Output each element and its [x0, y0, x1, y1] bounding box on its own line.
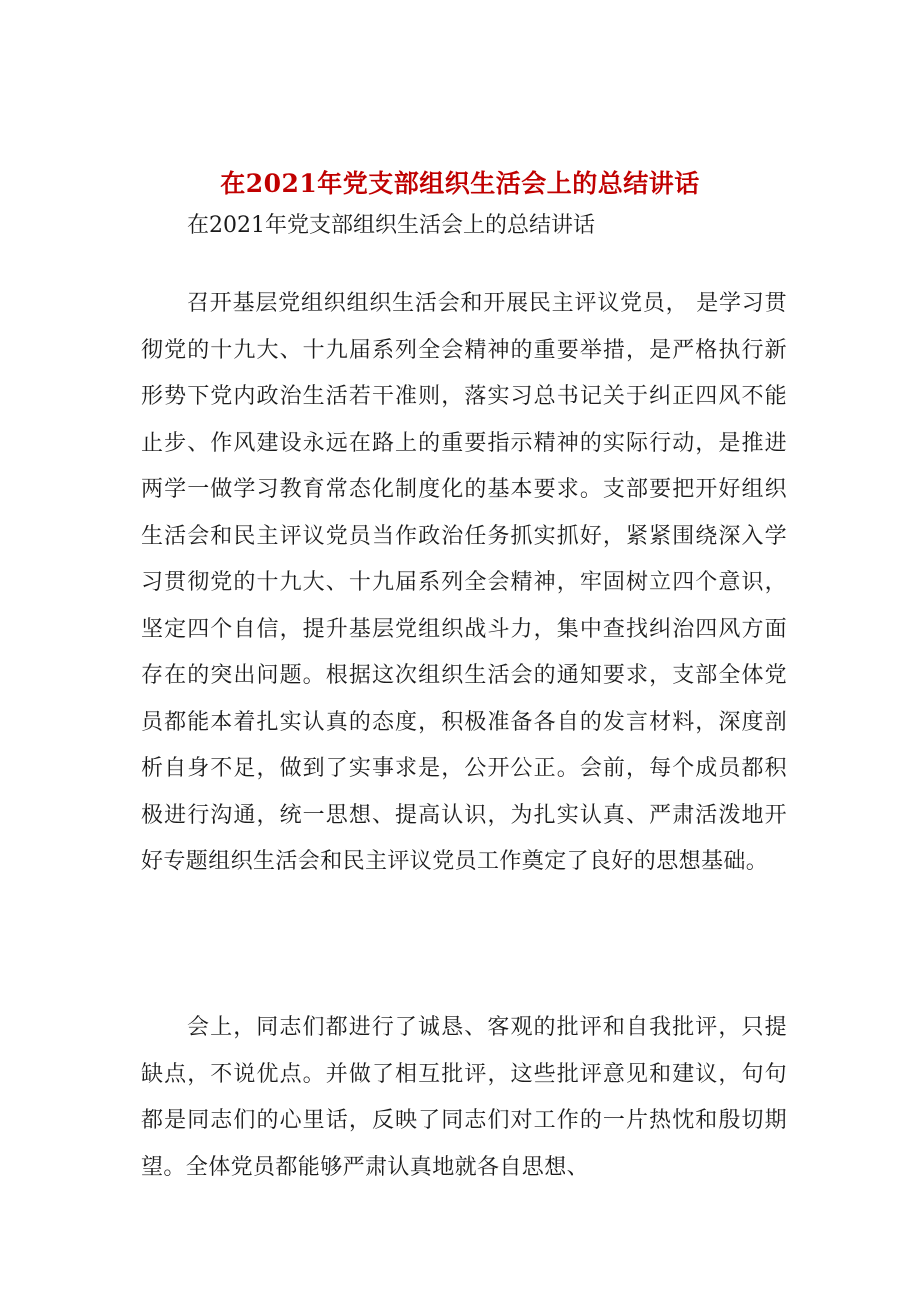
body-paragraph-2: 会上，同志们都进行了诚恳、客观的批评和自我批评，只提缺点，不说优点。并做了相互批评，这些批评意见和建议，句句都是同志们的心里话，反映了同志们对工作的一片热忱和殷切期望。全体党员都能够严肃认真地就各自思想、 — [141, 1015, 787, 1180]
document-subtitle: 在2021年党支部组织生活会上的总结讲话 — [187, 213, 595, 238]
document-title: 在2021年党支部组织生活会上的总结讲话 — [220, 169, 700, 198]
body-paragraph-1: 召开基层党组织组织生活会和开展民主评议党员， 是学习贯彻党的十九大、十九届系列全会精神的重要举措，是严格执行新形势下党内政治生活若干准则，落实习总书记关于纠正四风不能止步、作风建设永远在路上的重要指示精神的实际行动，是推进两学一做学习教育常态化制度化的基本要求。支部要把开好组织生活会和民主评议党员当作政治任务抓实抓好，紧紧围绕深入学习贯彻党的十九大、十九届系列全会精神，牢固树立四个意识，坚定四个自信，提升基层党组织战斗力，集中查找纠治四风方面存在的突出问题。根据这次组织生活会的通知要求，支部全体党员都能本着扎实认真的态度，积极准备各自的发言材料，深度剖析自身不足，做到了实事求是，公开公正。会前，每个成员都积极进行沟通，统一思想、提高认识，为扎实认真、严肃活泼地开好专题组织生活会和民主评议党员工作奠定了良好的思想基础。 — [141, 291, 787, 874]
